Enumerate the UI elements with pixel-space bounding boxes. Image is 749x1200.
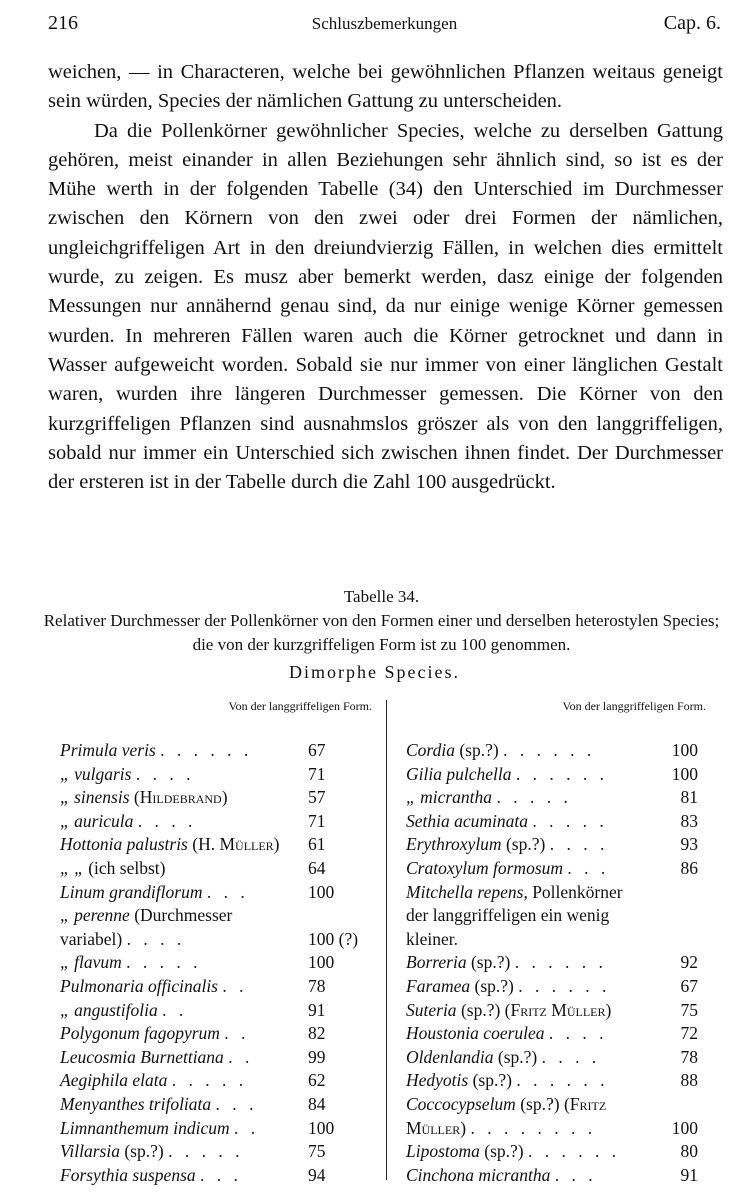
table-row (60, 952, 380, 976)
chapter-label: Cap. 6. (663, 12, 721, 34)
leader-dots: . . . . (137, 810, 197, 831)
species-note: der langgriffeligen ein wenig (406, 905, 610, 926)
diameter-value: 86 (680, 857, 698, 878)
species-cell (406, 929, 458, 950)
diameter-value: 100 (?) (308, 928, 359, 949)
species-cell (60, 858, 166, 879)
column-divider (386, 700, 387, 1180)
table-row (406, 1094, 706, 1118)
species-name: „ auricula (60, 810, 134, 831)
paragraph: Da die Pollenkörner gewöhnlicher Species, welche zu derselben Gattung gehören, meist einander in allen Beziehungen sehr ähnlich sind, so ist es der Mühe werth in der folgenden Tabelle (34) den Unterschied im Durchmesser zwischen den Körnern von den zwei oder drei Formen der nämlichen, ungleichgriffeligen Art in den dreiundvierzig Fällen, in welchen dies ermittelt wurde, zu zeigen. Es musz aber bemerkt werden, dasz einige der folgenden Messungen nur annähernd genau sind, da nur einige wenige Körner gemessen wurden. In mehreren Fällen waren auch die Körner getrocknet und dann in Wasser aufgeweicht worden. Sobald sie nur immer von einer länglichen Gestalt waren, wurden ihre längeren Durchmesser gemessen. Die Körner von den kurzgriffeligen Pflanzen sind ausnahmslos gröszer als von den langgriffeligen, sobald nur immer ein Unterschied sich zwischen ihnen findet. Der Durchmesser der ersteren ist in der Tabelle durch die Zahl 100 ausgedrückt. (48, 119, 723, 494)
species-name: Villarsia (60, 1141, 120, 1162)
species-name: „ flavum (60, 952, 122, 973)
table-row (406, 1000, 706, 1024)
diameter-value: 99 (308, 1046, 326, 1067)
table-row (406, 929, 706, 953)
species-name: Aegiphila elata (60, 1070, 168, 1091)
species-note: (sp.?) (474, 975, 514, 996)
species-name: Oldenlandia (406, 1046, 494, 1067)
diameter-value: 100 (308, 952, 335, 973)
diameter-value: 100 (308, 1117, 335, 1138)
data-table (60, 699, 720, 1185)
species-name: „ micrantha (406, 787, 493, 808)
diameter-value: 78 (308, 975, 326, 996)
species-note: (sp.?) (472, 1070, 512, 1091)
table-row (60, 905, 380, 929)
diameter-value: 75 (308, 1141, 326, 1162)
species-name: Hedyotis (406, 1070, 469, 1091)
species-cell (406, 1047, 600, 1068)
leader-dots: . . . . . (168, 1141, 244, 1162)
species-cell (406, 1094, 606, 1115)
species-note: kleiner. (406, 928, 458, 949)
species-cell (60, 1070, 247, 1091)
leader-dots: . . . . . . (515, 763, 608, 784)
author-name: (Fritz (563, 1093, 607, 1114)
diameter-value: 81 (680, 787, 698, 808)
table-caption-block (40, 585, 723, 657)
diameter-value: 67 (308, 740, 326, 760)
species-cell (60, 1000, 187, 1021)
species-cell (60, 1118, 259, 1139)
species-note: (sp.?) (505, 834, 546, 855)
species-name: „ „ (60, 857, 84, 878)
leader-dots: . . . . . . (528, 1141, 621, 1162)
table-row (60, 882, 380, 906)
table-row (406, 764, 706, 788)
table-row (60, 764, 380, 788)
table-row (60, 976, 380, 1000)
species-name: Gilia pulchella (406, 763, 512, 784)
diameter-value: 67 (680, 975, 698, 996)
table-title: Tabelle 34. (343, 587, 420, 606)
table-row (406, 1023, 706, 1047)
table-row (60, 1047, 380, 1071)
diameter-value: 61 (308, 834, 326, 855)
leader-dots: . . . . (126, 928, 186, 949)
table-row (406, 787, 706, 811)
species-cell (60, 811, 196, 832)
leader-dots: . . (228, 1046, 254, 1067)
species-cell (406, 1000, 611, 1021)
table-row (60, 1070, 380, 1094)
species-cell (406, 764, 608, 785)
species-cell (60, 1141, 243, 1162)
species-name: Cratoxylum formosum (406, 857, 564, 878)
leader-dots: . . (224, 1023, 250, 1044)
table-row (60, 1118, 380, 1142)
leader-dots: . . . . (135, 763, 195, 784)
diameter-value: 83 (680, 810, 698, 831)
table-row (406, 1047, 706, 1071)
leader-dots: . . . . (541, 1046, 601, 1067)
species-name: Pulmonaria officinalis (60, 975, 218, 996)
table-subheading: Dimorphe Species. (289, 662, 460, 682)
table-column-right (406, 700, 706, 1188)
species-cell (406, 740, 595, 761)
table-row (406, 1141, 706, 1165)
paragraph: weichen, — in Characteren, welche bei gewöhnlichen Pflanzen weitaus geneigt sein würden, Species der nämlichen Gattung zu unterscheiden. (48, 61, 723, 113)
table-caption: Relativer Durchmesser der Pollenkörner von den Formen einer und derselben heterostylen Species; die von der kurzgriffeligen Form ist zu 100 genommen. (43, 611, 720, 654)
species-cell (60, 882, 249, 903)
diameter-value: 100 (671, 1117, 698, 1138)
diameter-value: 57 (308, 787, 326, 808)
species-name: Linum grandiflorum (60, 881, 203, 902)
diameter-value: 84 (308, 1093, 326, 1114)
species-name: Forsythia suspensa (60, 1164, 196, 1185)
species-note: (sp.?) (520, 1093, 560, 1114)
leader-dots: . . . (215, 1093, 258, 1114)
diameter-value: 100 (308, 881, 335, 902)
table-row (406, 811, 706, 835)
species-note: (sp.?) (470, 952, 511, 973)
leader-dots: . . . . . . (516, 1070, 609, 1091)
page-header (48, 12, 721, 40)
species-cell (60, 929, 185, 950)
species-cell (406, 858, 609, 879)
species-cell (406, 1141, 620, 1162)
leader-dots: . . . . (548, 1023, 608, 1044)
diameter-value: 82 (308, 1023, 326, 1044)
species-name: Primula veris (60, 740, 156, 760)
author-name: (Hildebrand) (133, 787, 228, 808)
species-name: „ perenne (60, 905, 130, 926)
species-cell (60, 905, 232, 926)
species-cell (60, 976, 248, 997)
table-row (60, 834, 380, 858)
species-cell (60, 1047, 253, 1068)
species-name: „ angustifolia (60, 999, 158, 1020)
table-row (406, 976, 706, 1000)
table-row (60, 1165, 380, 1189)
table-row (60, 858, 380, 882)
diameter-value: 71 (308, 763, 326, 784)
table-row (406, 1118, 706, 1142)
species-name: Limnanthemum indicum (60, 1117, 230, 1138)
species-name: Erythroxylum (406, 834, 502, 855)
diameter-value: 88 (680, 1070, 698, 1091)
leader-dots: . . (222, 975, 248, 996)
table-row (60, 1000, 380, 1024)
leader-dots: . . . . . (126, 952, 202, 973)
table-row (406, 740, 706, 764)
table-row (60, 929, 380, 953)
table-row (60, 787, 380, 811)
table-row (406, 858, 706, 882)
table-row (406, 834, 706, 858)
diameter-value: 62 (308, 1070, 326, 1091)
species-name: Coccocypselum (406, 1093, 516, 1114)
column-header: Von der langgriffeligen Form. (228, 699, 372, 713)
species-cell (406, 1118, 596, 1139)
leader-dots: . . . . . . (518, 975, 611, 996)
species-name: Lipostoma (406, 1141, 480, 1162)
table-row (406, 952, 706, 976)
species-note: (sp.?) (484, 1141, 524, 1162)
leader-dots: . . . . . (496, 787, 572, 808)
diameter-value: 100 (671, 763, 698, 784)
species-name: Polygonum fagopyrum (60, 1023, 220, 1044)
diameter-value: 91 (680, 1164, 698, 1185)
species-name: Mitchella repens, (406, 881, 528, 902)
table-row (60, 740, 380, 764)
leader-dots: . . (234, 1117, 260, 1138)
species-cell (60, 740, 252, 761)
diameter-value: 75 (680, 999, 698, 1020)
author-name: (Fritz Müller) (504, 999, 612, 1020)
leader-dots: . . . (200, 1164, 242, 1185)
species-note: (sp.?) (124, 1141, 164, 1162)
diameter-value: 93 (680, 834, 698, 855)
species-cell (60, 1023, 249, 1044)
species-name: Sethia acuminata (406, 810, 528, 831)
leader-dots: . . . . . (171, 1070, 248, 1091)
species-cell (60, 952, 202, 973)
species-note: (sp.?) (460, 999, 501, 1020)
table-row (406, 905, 706, 929)
diameter-value: 91 (308, 999, 326, 1020)
table-row (60, 1141, 380, 1165)
species-cell (406, 834, 608, 855)
diameter-value: 72 (680, 1023, 698, 1044)
leader-dots: . . . . . (532, 810, 608, 831)
species-name: Cordia (406, 740, 455, 760)
diameter-value: 92 (680, 952, 698, 973)
author-name: (H. Müller) (192, 834, 280, 855)
table-row (60, 811, 380, 835)
species-name: Borreria (406, 952, 467, 973)
table-row (60, 1023, 380, 1047)
column-header: Von der langgriffeligen Form. (562, 699, 706, 713)
table-row (406, 1070, 706, 1094)
species-cell (406, 1165, 597, 1186)
leader-dots: . . . (567, 857, 610, 878)
leader-dots: . . . . . . . . (470, 1117, 597, 1138)
species-note: variabel) (60, 928, 123, 949)
species-name: Hottonia palustris (60, 834, 188, 855)
leader-dots: . . . . . . (503, 740, 596, 760)
species-note: (sp.?) (459, 740, 499, 760)
species-cell (406, 905, 609, 926)
leader-dots: . . . (206, 881, 249, 902)
diameter-value: 80 (680, 1141, 698, 1162)
author-name: Müller) (406, 1117, 467, 1138)
species-note: (sp.?) (497, 1046, 538, 1067)
table-column-left (60, 700, 380, 1188)
species-cell (60, 1165, 242, 1186)
species-cell (406, 1070, 608, 1091)
species-name: „ sinensis (60, 787, 130, 808)
diameter-value: 78 (680, 1046, 698, 1067)
leader-dots: . . . . (549, 834, 609, 855)
species-name: Suteria (406, 999, 457, 1020)
species-cell (406, 811, 608, 832)
species-note: (ich selbst) (88, 857, 166, 878)
species-cell (60, 764, 194, 785)
page-number: 216 (48, 12, 78, 34)
leader-dots: . . . . . . (160, 740, 253, 760)
diameter-value: 64 (308, 857, 326, 878)
body-text (48, 58, 723, 497)
species-cell (60, 834, 280, 855)
leader-dots: . . . (554, 1164, 597, 1185)
species-cell (406, 976, 610, 997)
species-name: Cinchona micrantha (406, 1164, 551, 1185)
diameter-value: 94 (308, 1164, 326, 1185)
table-row (406, 1165, 706, 1189)
diameter-value: 71 (308, 810, 326, 831)
species-name: Menyanthes trifoliata (60, 1093, 212, 1114)
species-name: „ vulgaris (60, 763, 132, 784)
species-name: Leucosmia Burnettiana (60, 1046, 224, 1067)
species-cell (60, 1094, 257, 1115)
species-name: Houstonia coerulea (406, 1023, 545, 1044)
running-title: Schluszbemerkungen (311, 14, 458, 33)
leader-dots: . . . . . . (514, 952, 607, 973)
species-cell (406, 787, 572, 808)
leader-dots: . . (162, 999, 188, 1020)
species-note: (Durchmesser (134, 905, 233, 926)
species-cell (406, 1023, 608, 1044)
species-cell (406, 952, 607, 973)
species-cell (60, 787, 228, 808)
species-name: Faramea (406, 975, 471, 996)
table-row (406, 882, 706, 906)
species-cell (406, 882, 623, 903)
diameter-value: 100 (671, 740, 698, 760)
species-note: Pollenkörner (532, 881, 623, 902)
table-row (60, 1094, 380, 1118)
